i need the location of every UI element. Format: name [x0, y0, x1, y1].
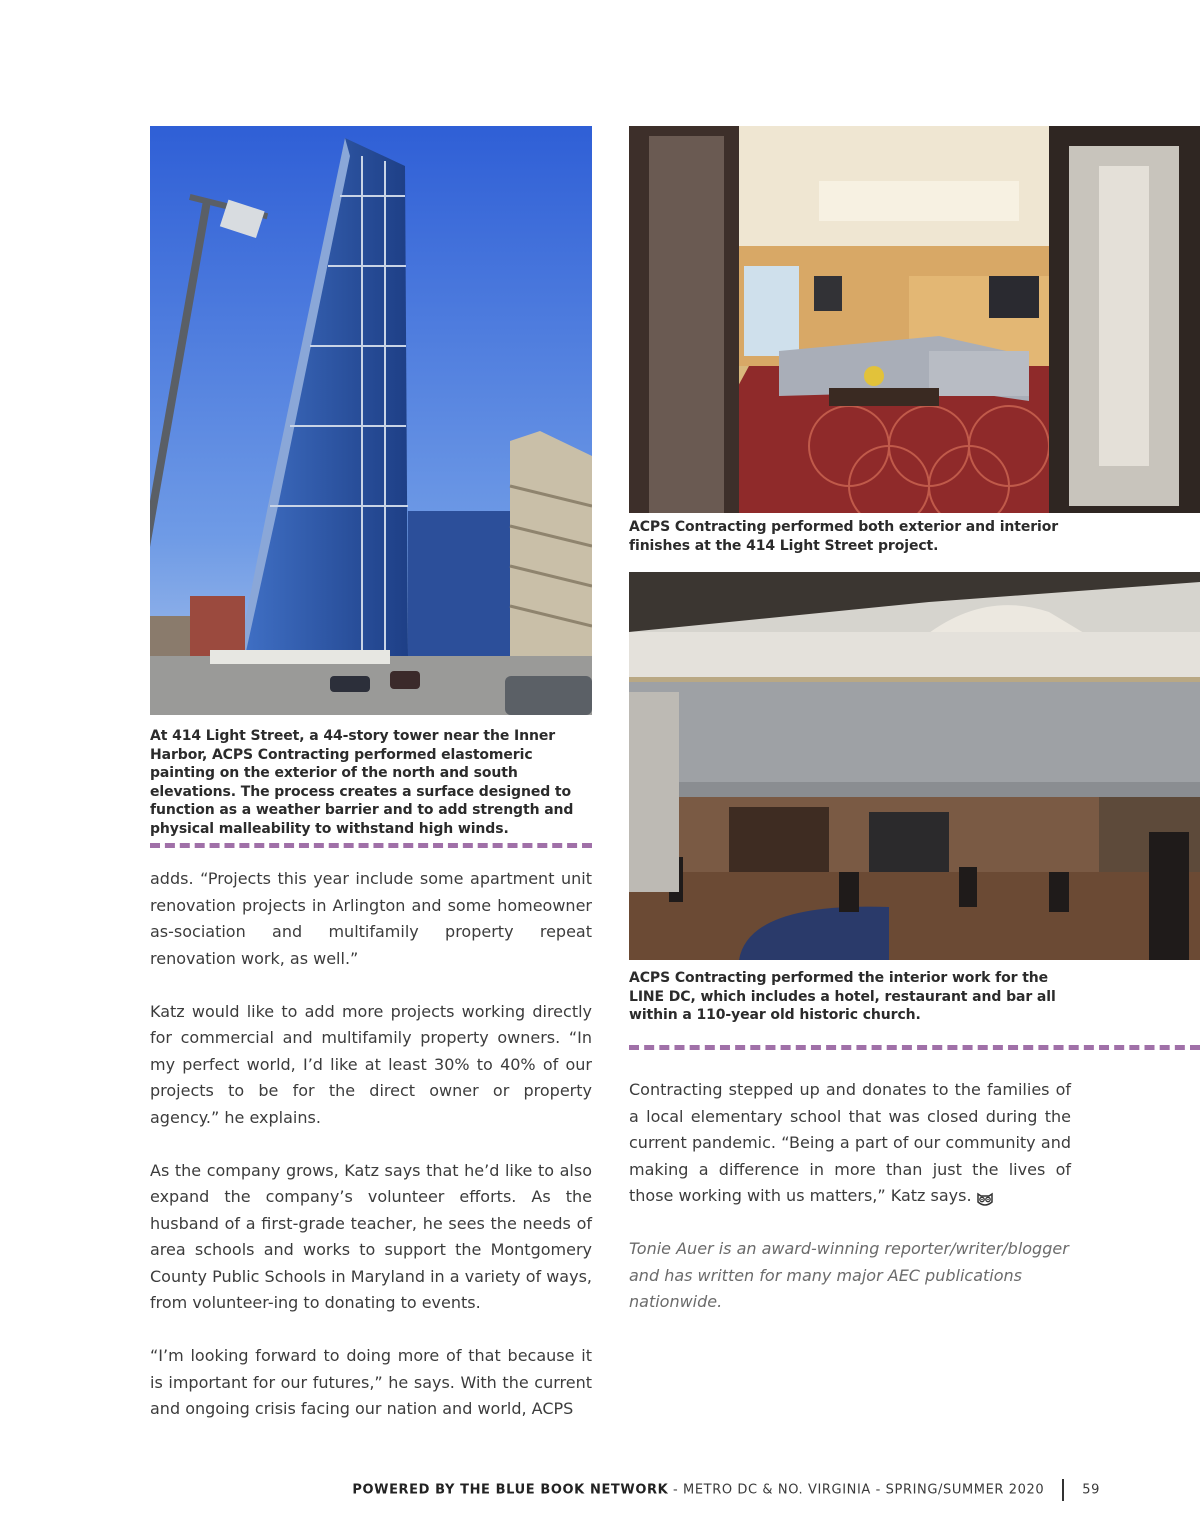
left-dashed-divider [150, 843, 592, 848]
church-photo [629, 572, 1200, 960]
right-article-column [629, 1077, 1071, 1342]
tower-photo [150, 126, 592, 715]
left-paragraph-4: “I’m looking forward to doing more of that because it is important for our futures,” he says. With the current and ongoing crisis facing our nation and world, ACPS [150, 1346, 592, 1418]
page-footer [352, 1479, 1100, 1501]
footer-network: POWERED BY THE BLUE BOOK NETWORK [352, 1482, 669, 1498]
page-number: 59 [1082, 1482, 1100, 1498]
lobby-photo [629, 126, 1200, 513]
footer-edition: - METRO DC & NO. VIRGINIA - SPRING/SUMMER 2020 [668, 1482, 1045, 1498]
tower-photo-caption: At 414 Light Street, a 44-story tower near the Inner Harbor, ACPS Contracting performed elastomeric painting on the exterior of the north and south elevations. The process creates a surface designed to function as a weather barrier and to add strength and physical malleability to withstand high winds. [150, 728, 574, 837]
footer-separator [1062, 1479, 1064, 1501]
left-paragraph-2: Katz would like to add more projects working directly for commercial and multifamily property owners. “In my perfect world, I’d like at least 30% to 40% of our projects to be for the direct owner or property agency.” he explains. [150, 1001, 592, 1127]
church-photo-caption: ACPS Contracting performed the interior work for the LINE DC, which includes a hotel, restaurant and bar all within a 110-year old historic church. [629, 970, 1056, 1023]
right-paragraph [629, 1077, 1071, 1210]
author-bio: Tonie Auer is an award-winning reporter/writer/blogger and has written for many major AEC publications nationwide. [629, 1239, 1069, 1311]
left-paragraph-1: adds. “Projects this year include some apartment unit renovation projects in Arlington and some homeowner as-sociation and multifamily property repeat renovation work, as well.” [150, 869, 592, 968]
left-article-column [150, 866, 592, 1449]
right-dashed-divider [629, 1045, 1200, 1050]
owl-icon [976, 1189, 994, 1204]
right-paragraph-text: Contracting stepped up and donates to the families of a local elementary school that was closed during the current pandemic. “Being a part of our community and making a difference in more than just the lives of those working with us matters,” Katz says. [629, 1080, 1071, 1205]
lobby-photo-caption: ACPS Contracting performed both exterior and interior finishes at the 414 Light Street project. [629, 519, 1059, 554]
left-paragraph-3: As the company grows, Katz says that he’d like to also expand the company’s volunteer efforts. As the husband of a first-grade teacher, he sees the needs of area schools and works to support the Montgomery County Public Schools in Maryland in a variety of ways, from volunteer-ing to donating to events. [150, 1160, 592, 1312]
